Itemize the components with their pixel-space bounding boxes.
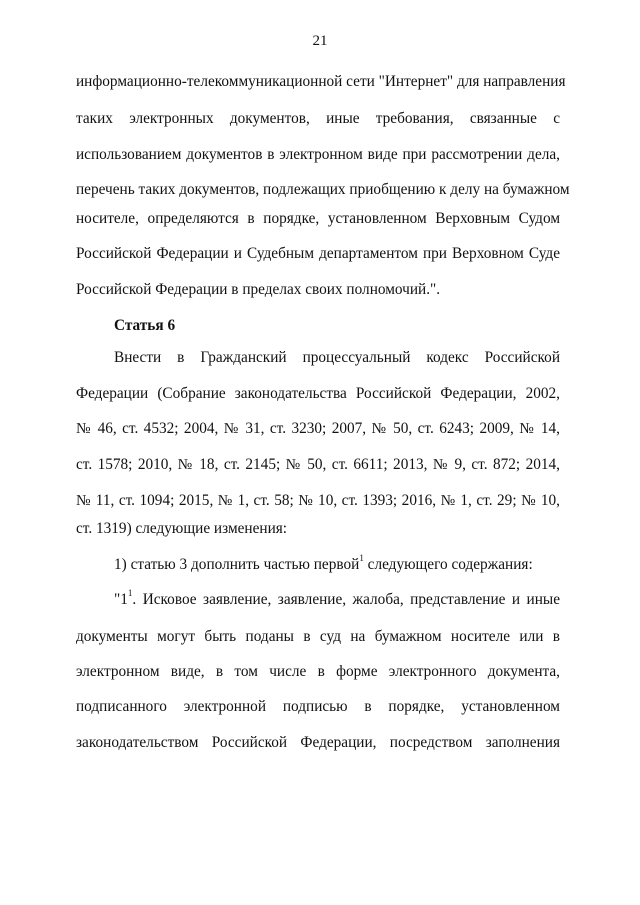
text-line: таких электронных документов, иные требования, связанные с bbox=[76, 110, 560, 127]
text-line: Российской Федерации в пределах своих полномочий.". bbox=[76, 281, 441, 298]
text-line: ст. 1319) следующие изменения: bbox=[76, 520, 288, 537]
paragraph-first-line: Внести в Гражданский процессуальный кодекс Российской bbox=[114, 349, 560, 366]
text-line: законодательством Российской Федерации, посредством заполнения bbox=[76, 734, 560, 751]
superscript: 1 bbox=[359, 552, 364, 563]
item-text: 1) статью 3 дополнить частью первой bbox=[114, 556, 360, 573]
superscript: 1 bbox=[127, 587, 133, 598]
text-line: Российской Федерации и Судебным департаментом при Верховном Суде bbox=[76, 245, 560, 262]
text-line: носителе, определяются в порядке, установленном Верховным Судом bbox=[76, 210, 560, 227]
quote-text: "1 bbox=[114, 591, 128, 608]
page-number: 21 bbox=[312, 33, 328, 49]
text-line: Федерации (Собрание законодательства Российской Федерации, 2002, bbox=[76, 385, 560, 402]
text-line: использованием документов в электронном виде при рассмотрении дела, bbox=[76, 146, 560, 163]
text-line: информационно-телекоммуникационной сети "Интернет" для направления bbox=[76, 73, 566, 90]
item-text: следующего содержания: bbox=[363, 556, 533, 573]
text-line: № 11, ст. 1094; 2015, № 1, ст. 58; № 10, ст. 1393; 2016, № 1, ст. 29; № 10, bbox=[76, 492, 560, 509]
text-line: № 46, ст. 4532; 2004, № 31, ст. 3230; 2007, № 50, ст. 6243; 2009, № 14, bbox=[76, 420, 560, 437]
quote-text: . Исковое заявление, заявление, жалоба, представление и иные bbox=[132, 591, 560, 608]
amendment-item-1 bbox=[114, 552, 560, 575]
quoted-paragraph-first-line bbox=[114, 587, 560, 610]
text-line: подписанного электронной подписью в порядке, установленном bbox=[76, 698, 560, 715]
text-line: ст. 1578; 2010, № 18, ст. 2145; № 50, ст. 6611; 2013, № 9, ст. 872; 2014, bbox=[76, 456, 560, 473]
text-line: документы могут быть поданы в суд на бумажном носителе или в bbox=[76, 628, 560, 645]
text-line: электронном виде, в том числе в форме электронного документа, bbox=[76, 663, 560, 680]
text-line: перечень таких документов, подлежащих приобщению к делу на бумажном bbox=[76, 181, 570, 198]
article-heading: Статья 6 bbox=[114, 317, 176, 334]
